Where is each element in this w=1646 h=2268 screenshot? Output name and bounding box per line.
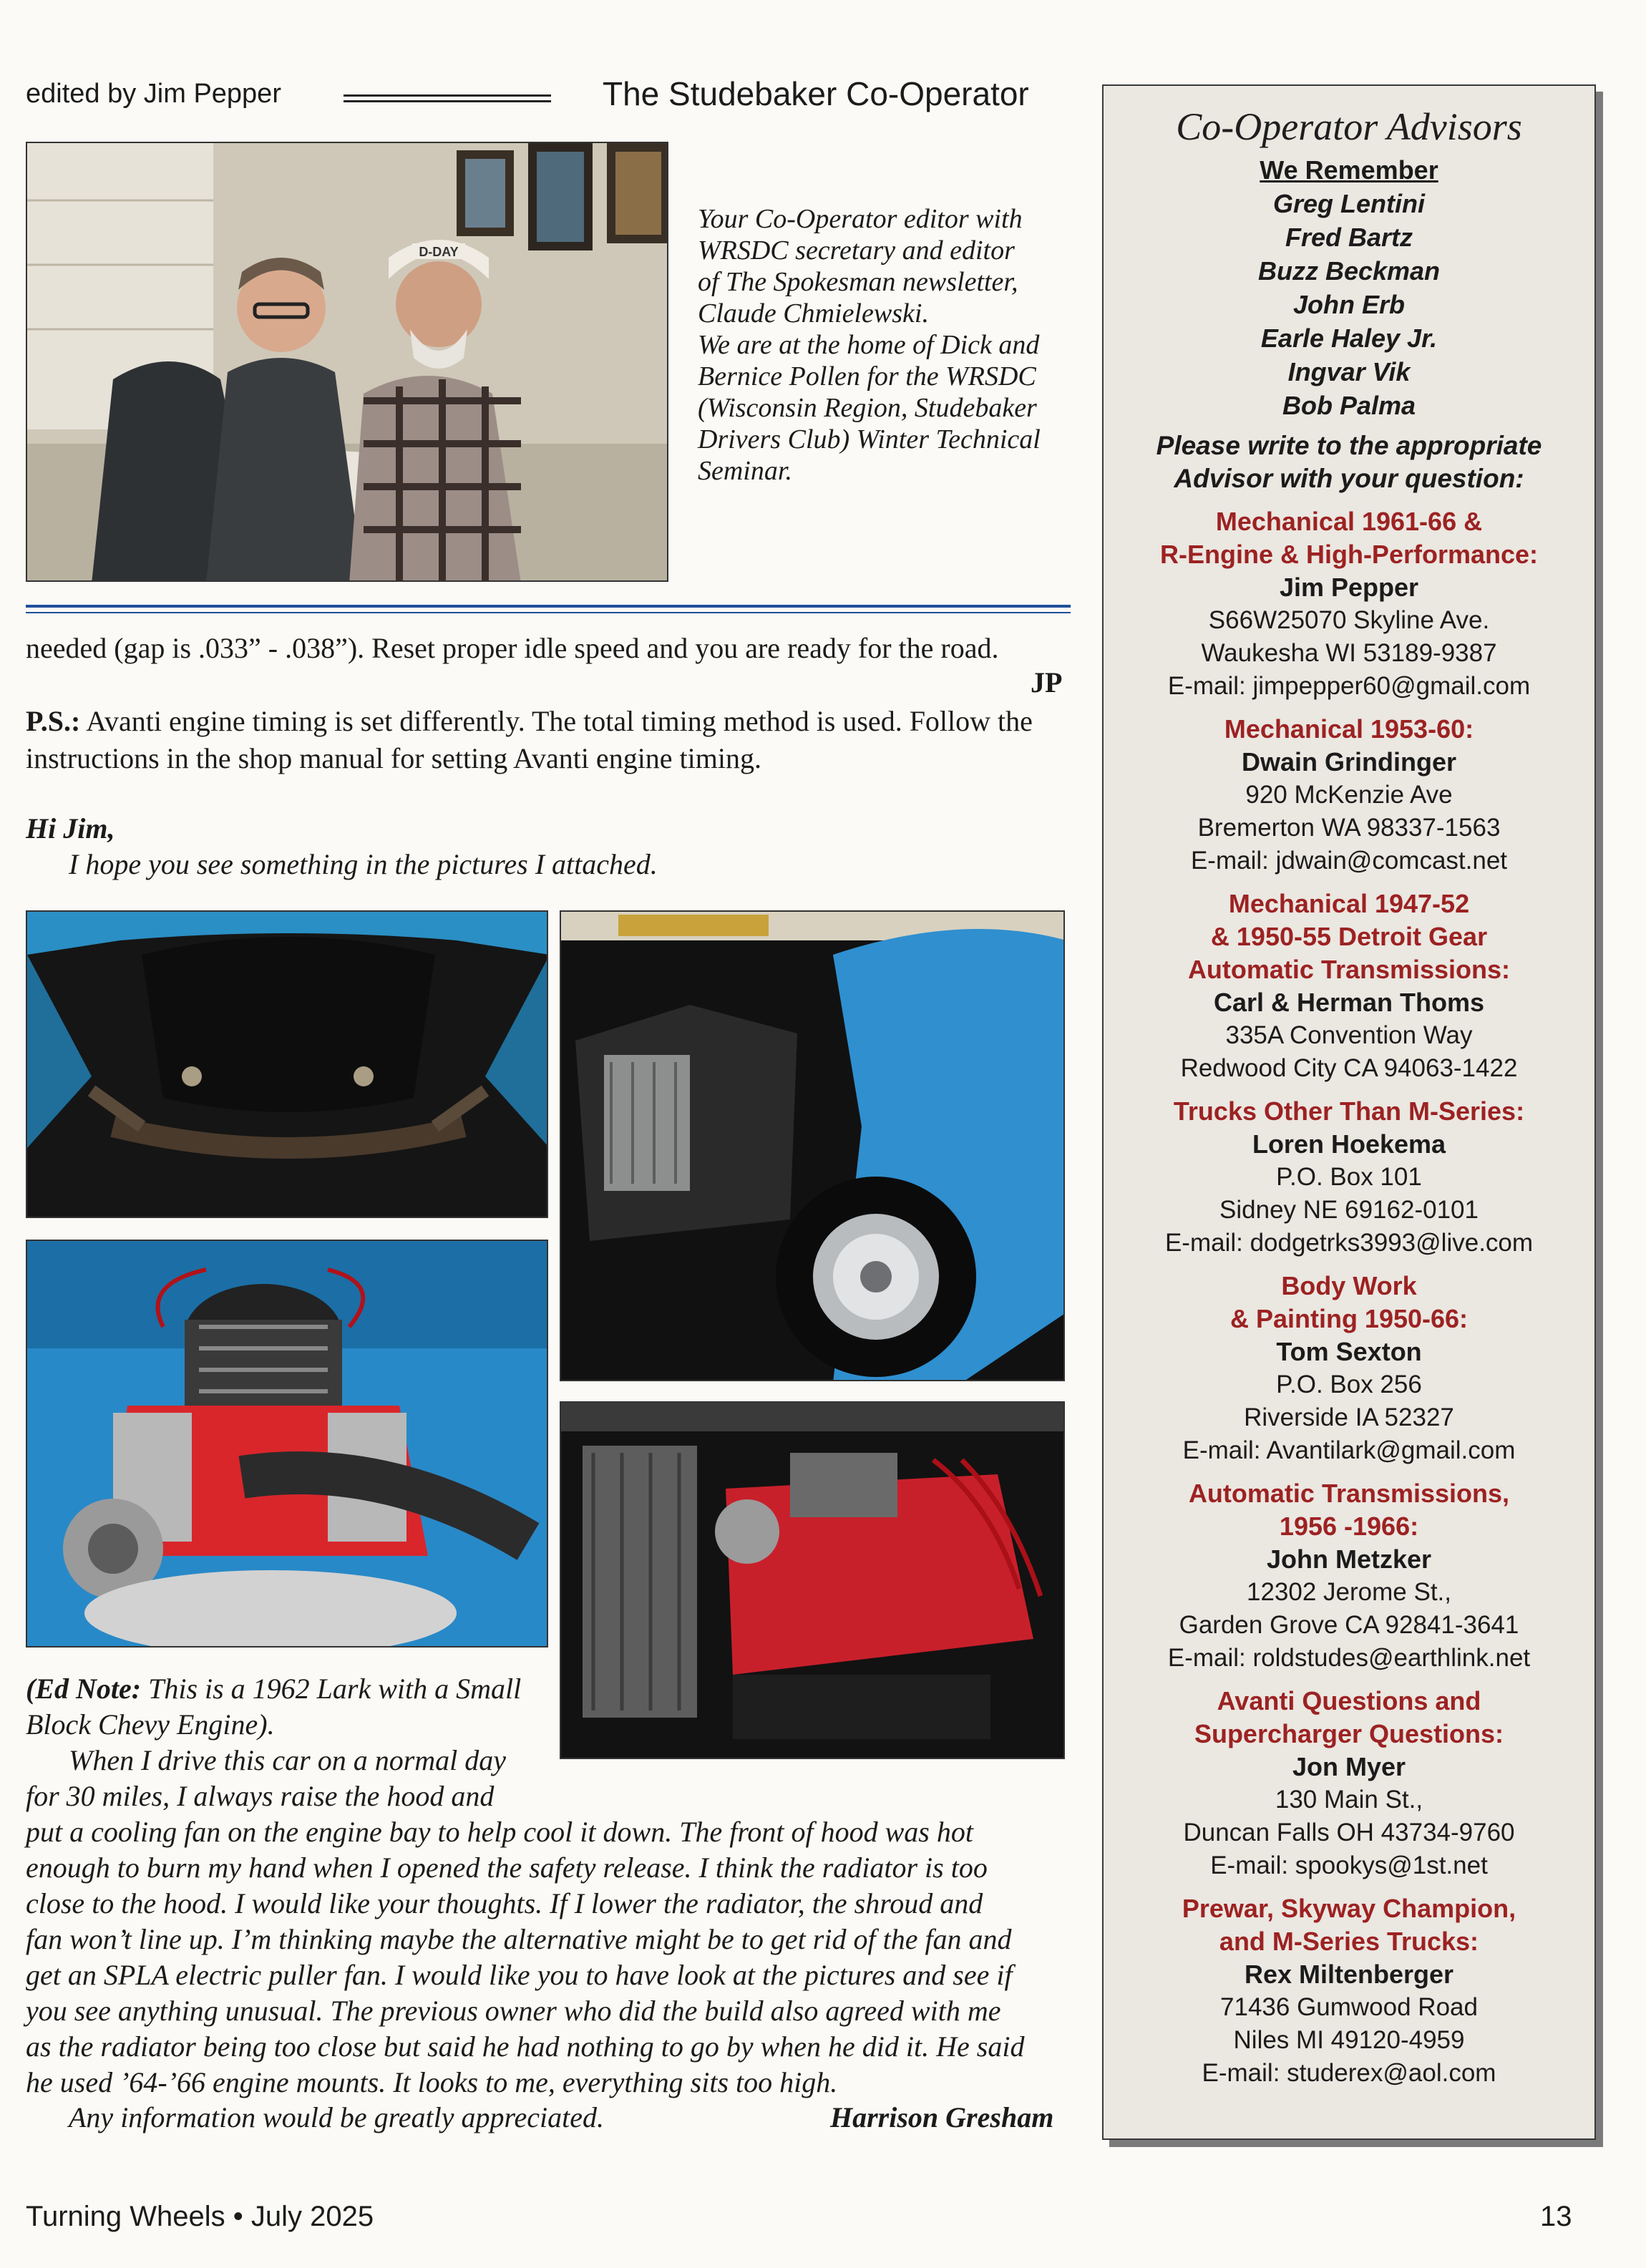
advisor-category: Avanti Questions and (1217, 1686, 1481, 1715)
remember-name: Fred Bartz (1285, 223, 1413, 252)
remember-name: Bob Palma (1282, 391, 1416, 420)
ps-label: P.S.: (26, 705, 81, 737)
advisor-address: Sidney NE 69162-0101 (1219, 1196, 1479, 1224)
photo-editors-illustration (27, 143, 668, 582)
advisor-name: Rex Miltenberger (1244, 1960, 1454, 1989)
caption-line: Claude Chmielewski. (698, 298, 929, 328)
advisor-category: Mechanical 1953-60: (1224, 714, 1474, 744)
editor-note-text: This is a 1962 Lark with a Small Block Chevy Engine). (26, 1673, 522, 1741)
advisor-entry (1104, 505, 1594, 703)
header-column-title: The Studebaker Co-Operator (603, 75, 1029, 112)
advisor-name: Loren Hoekema (1252, 1129, 1446, 1159)
advisor-category: Automatic Transmissions, (1188, 1479, 1510, 1508)
engine-front-illustration (561, 1403, 1065, 1759)
photo-engine-front (560, 1401, 1065, 1759)
letter-line: enough to burn my hand when I opened the safety release. I think the radiator is too (26, 1851, 988, 1884)
photo-editors (26, 142, 668, 582)
advisor-name: John Metzker (1266, 1544, 1432, 1574)
engine-bay-empty-illustration (27, 912, 548, 1218)
advisor-name: Carl & Herman Thoms (1213, 988, 1485, 1017)
page-number: 13 (1540, 2201, 1572, 2232)
advisor-category: Mechanical 1961-66 & (1215, 507, 1483, 536)
letter-intro: I hope you see something in the pictures I attached. (69, 848, 658, 880)
photo-front-wheel (560, 910, 1065, 1381)
ps-paragraph (26, 703, 1071, 777)
advisor-email: E-mail: roldstudes@earthlink.net (1167, 1644, 1531, 1672)
advisor-email: E-mail: dodgetrks3993@live.com (1164, 1229, 1534, 1257)
advisor-category: & Painting 1950-66: (1229, 1304, 1469, 1333)
advisor-name: Jim Pepper (1279, 573, 1419, 602)
advisor-category: Automatic Transmissions: (1187, 955, 1511, 984)
letter-body-narrow (26, 1743, 555, 1814)
editor-note-label: (Ed Note: (26, 1673, 142, 1705)
advisor-address: Waukesha WI 53189-9387 (1201, 639, 1497, 667)
advisor-category: Mechanical 1947-52 (1228, 889, 1470, 918)
advisor-address: Duncan Falls OH 43734-9760 (1183, 1819, 1515, 1846)
caption-line: (Wisconsin Region, Studebaker (698, 393, 1037, 423)
remember-name: Buzz Beckman (1257, 256, 1441, 286)
advisor-entry (1104, 1270, 1594, 1467)
advisor-address: 12302 Jerome St., (1247, 1578, 1451, 1606)
advisor-category: and M-Series Trucks: (1219, 1927, 1479, 1956)
advisor-entry (1104, 1477, 1594, 1675)
advisor-entry (1104, 1685, 1594, 1882)
sidebar-title: Co-Operator Advisors (1176, 105, 1522, 148)
caption-line: WRSDC secretary and editor (698, 235, 1015, 266)
letter-line: get an SPLA electric puller fan. I would like you to have look at the pictures and see if (26, 1959, 1013, 1991)
footer-publication: Turning Wheels • July 2025 (26, 2201, 374, 2232)
advisor-address: S66W25070 Skyline Ave. (1208, 606, 1490, 634)
letter-body-full (26, 1814, 1071, 2101)
caption-line: Drivers Club) Winter Technical (698, 424, 1041, 454)
remember-name: Greg Lentini (1272, 189, 1425, 218)
advisor-name: Tom Sexton (1276, 1337, 1422, 1366)
engine-chevy-illustration (27, 1241, 548, 1648)
advisors-sidebar (1102, 84, 1596, 2140)
advisor-email: E-mail: jdwain@comcast.net (1190, 847, 1508, 875)
advisor-email: E-mail: spookys@1st.net (1210, 1851, 1488, 1879)
letter-line: for 30 miles, I always raise the hood and (26, 1780, 495, 1812)
advisor-category: R-Engine & High-Performance: (1159, 540, 1539, 569)
letter-line: as the radiator being too close but said he had nothing to go by when he did it. He said (26, 2030, 1025, 2063)
article-paragraph: needed (gap is .033” - .038”). Reset proper idle speed and you are ready for the road. (26, 632, 999, 664)
sidebar-instruction (1104, 429, 1594, 495)
author-initials: JP (1031, 666, 1063, 699)
advisor-category: Prewar, Skyway Champion, (1182, 1894, 1516, 1923)
advisor-address: Niles MI 49120-4959 (1233, 2026, 1465, 2054)
advisor-category: Supercharger Questions: (1194, 1719, 1504, 1748)
letter-greeting: Hi Jim, (26, 812, 115, 845)
advisor-address: 71436 Gumwood Road (1220, 1993, 1478, 2021)
advisor-category: 1956 -1966: (1279, 1512, 1419, 1541)
ps-text: Avanti engine timing is set differently. The total timing method is used. Follow the instructions in the shop manual for setting Avanti engine timing. (26, 705, 1033, 774)
cap-lettering: D-DAY (419, 245, 459, 259)
caption-line: of The Spokesman newsletter, (698, 267, 1018, 297)
letter-line: When I drive this car on a normal day (69, 1744, 507, 1776)
advisor-entry (1104, 1095, 1594, 1260)
photo-engine-bay-empty (26, 910, 548, 1218)
advisor-address: P.O. Box 101 (1276, 1163, 1422, 1191)
section-separator (26, 605, 1071, 613)
instruction-line: Please write to the appropriate (1156, 431, 1542, 460)
advisor-category: Trucks Other Than M-Series: (1173, 1096, 1525, 1126)
top-photo-caption (698, 203, 1070, 487)
caption-line: Seminar. (698, 456, 792, 486)
advisor-address: Redwood City CA 94063-1422 (1180, 1054, 1518, 1082)
caption-line: We are at the home of Dick and (698, 330, 1040, 360)
letter-line: put a cooling fan on the engine bay to help cool it down. The front of hood was hot (26, 1816, 973, 1848)
remember-heading: We Remember (1260, 155, 1438, 185)
caption-line: Bernice Pollen for the WRSDC (698, 361, 1036, 391)
remember-name: Ingvar Vik (1287, 357, 1411, 386)
advisor-address: Bremerton WA 98337-1563 (1197, 814, 1501, 842)
letter-line: close to the hood. I would like your thoughts. If I lower the radiator, the shroud and (26, 1887, 983, 1919)
letter-signature: Harrison Gresham (830, 2101, 1054, 2133)
letter-line: he used ’64-’66 engine mounts. It looks to me, everything sits too high. (26, 2066, 838, 2098)
instruction-line: Advisor with your question: (1174, 464, 1524, 493)
front-wheel-illustration (561, 912, 1065, 1381)
remember-name: John Erb (1292, 290, 1405, 319)
letter-line: you see anything unusual. The previous owner who did the build also agreed with me (26, 1995, 1001, 2027)
header-double-rule (344, 94, 551, 102)
advisor-entry (1104, 887, 1594, 1085)
advisor-email: E-mail: Avantilark@gmail.com (1182, 1436, 1516, 1464)
header-editor-credit: edited by Jim Pepper (26, 79, 281, 109)
advisor-category: Body Work (1281, 1271, 1417, 1300)
letter-closing: Any information would be greatly appreciated. (69, 2101, 605, 2133)
advisor-address: 920 McKenzie Ave (1245, 781, 1453, 809)
advisor-address: Riverside IA 52327 (1244, 1403, 1454, 1431)
advisor-name: Jon Myer (1292, 1752, 1406, 1781)
advisor-address: P.O. Box 256 (1276, 1371, 1422, 1398)
caption-line: Your Co-Operator editor with (698, 204, 1023, 234)
advisor-category: & 1950-55 Detroit Gear (1210, 922, 1488, 951)
advisor-entry (1104, 713, 1594, 877)
letter-line: fan won’t line up. I’m thinking maybe the alternative might be to get rid of the fan and (26, 1923, 1012, 1955)
editor-note (26, 1671, 555, 1743)
advisor-email: E-mail: studerex@aol.com (1202, 2059, 1496, 2087)
advisor-email: E-mail: jimpepper60@gmail.com (1167, 672, 1531, 700)
advisor-address: Garden Grove CA 92841-3641 (1179, 1611, 1519, 1639)
advisor-name: Dwain Grindinger (1241, 747, 1457, 777)
advisor-address: 130 Main St., (1275, 1786, 1423, 1814)
advisor-address: 335A Convention Way (1225, 1021, 1473, 1049)
remember-name: Earle Haley Jr. (1260, 323, 1438, 353)
advisor-entry (1104, 1892, 1594, 2090)
photo-engine-chevy (26, 1240, 548, 1648)
